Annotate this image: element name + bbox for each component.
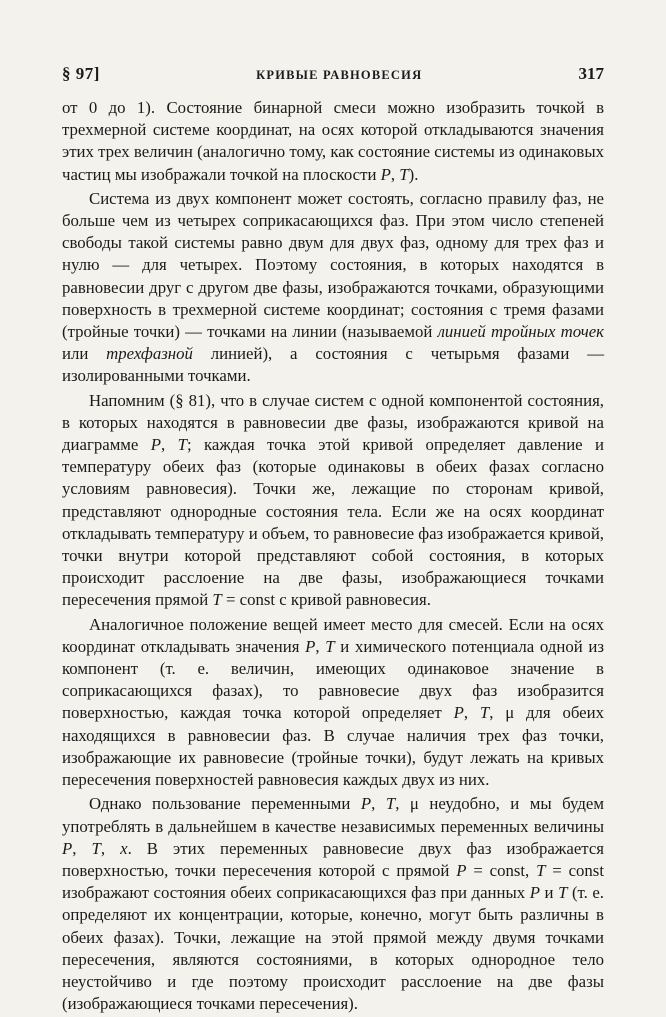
running-header <box>62 64 604 88</box>
italic-term: T <box>536 860 546 880</box>
text-run: . В этих переменных равновесие двух фаз изображается поверхностью, точки пересечения которой с прямой <box>62 838 604 880</box>
text-run: от 0 до 1). Состояние бинарной смеси можно изобразить точкой в трехмерной системе координат, на осях которой откладываются значения этих трех величин (аналогично тому, как состояние системы из одинаковых частиц мы изображали точкой на плоскости <box>62 98 604 184</box>
text-run: Напомним (§ 81), что в случае систем с одной компонентой состояния, в которых находятся в равновесии две фазы, изображаются кривой на диаграмме <box>62 390 604 455</box>
italic-term: P <box>150 435 162 455</box>
italic-term: P <box>453 703 464 723</box>
italic-term: T <box>91 838 101 858</box>
italic-term: T <box>399 164 409 184</box>
italic-term: P <box>305 636 316 656</box>
text-run: или <box>62 344 107 364</box>
text-run: = const с кривой равновесия. <box>221 590 431 610</box>
text-run: и химического потенциала одной из компонент (т. е. величин, имеющих одинаковое значение в соприкасающихся фазах), то равновесие двух фаз изобразится поверхностью, каждая точка которой определяет <box>62 636 604 723</box>
section-reference: § 97] <box>62 64 100 83</box>
text-run: Система из двух компонент может состоять, согласно правилу фаз, не больше чем из четырех соприкасающихся фаз. При этом число степеней свободы такой системы равно двум для двух фаз, одному для трех фаз и нулю — для четырех. Поэтому состояния, в которых находятся в равновесии друг с другом две фазы, изображаются точками, образующими поверхность в трехмерной системе координат; состояния с тремя фазами (тройные точки) — точками на линии (называемой <box>62 188 604 342</box>
text-run: линией), а состояния с четырьмя фазами — изолированными точками. <box>62 344 604 386</box>
text-run: , <box>371 794 386 814</box>
italic-term: P <box>62 838 73 858</box>
text-run: , <box>72 838 92 858</box>
running-title: КРИВЫЕ РАВНОВЕСИЯ <box>256 68 423 82</box>
italic-term: трехфазной <box>106 344 193 364</box>
italic-term: P <box>380 164 391 184</box>
italic-term: T <box>212 590 222 610</box>
italic-term: P <box>529 883 540 903</box>
text-run: , μ для обеих находящихся в равновесии фаз. В случае наличия трех фаз точки, изображающие их равновесие (тройные точки), будут лежать на кривых пересечения поверхностей равновесия каждых двух из них. <box>62 703 604 790</box>
italic-term: P <box>360 794 372 814</box>
text-run: (т. е. определяют их концентрации, которые, конечно, могут быть различны в обеих фазах). Точки, лежащие на этой прямой между двумя точками пересечения, являются состояниями, в которых однородное тело неустойчиво и где поэтому происходит расслоение на две фазы (изображающиеся точками пересечения). <box>62 883 605 1014</box>
text-run: = const, <box>466 860 537 880</box>
paragraph-4 <box>62 614 604 792</box>
text-run: , <box>100 838 121 858</box>
italic-term: T <box>479 703 490 723</box>
text-run: ). <box>408 164 419 184</box>
text-run: и <box>539 883 559 903</box>
text-run: ; каждая точка этой кривой определяет давление и температуру обеих фаз (которые одинаковы в обеих фазах согласно условиям равновесия). Точки же, лежащие по сторонам кривой, представляют однородные состояния тела. Если же на осях координат откладывать температуру и объем, то равновесие фаз изображается кривой, точки внутри которой представляют собой состояния, в которых происходит расслоение на две фазы, изображающиеся точками пересечения прямой <box>62 435 604 610</box>
text-run: , <box>463 703 480 723</box>
italic-term: T <box>325 636 335 656</box>
italic-term: линией тройных точек <box>437 322 604 342</box>
italic-term: P <box>456 860 467 880</box>
body-text <box>62 97 604 1017</box>
text-run: , <box>315 636 326 656</box>
text-run: , μ неудобно, и мы будем употреблять в дальнейшем в качестве независимых переменных величины <box>62 794 604 836</box>
italic-term: T <box>558 883 568 903</box>
text-run: , <box>161 435 178 455</box>
paragraph-5 <box>62 793 604 1015</box>
text-run: , <box>390 164 400 184</box>
text-run: = const изображают состояния обеих соприкасающихся фаз при данных <box>62 860 604 903</box>
paragraph-1 <box>62 97 604 186</box>
italic-term: T <box>177 435 187 455</box>
italic-term: T <box>385 794 396 814</box>
paragraph-2 <box>62 188 604 388</box>
text-run: Однако пользование переменными <box>89 794 361 814</box>
italic-term: x <box>120 838 128 858</box>
text-run: Аналогичное положение вещей имеет место для смесей. Если на осях координат откладывать значения <box>62 614 604 656</box>
paragraph-3 <box>62 390 604 612</box>
page-number: 317 <box>578 64 604 83</box>
